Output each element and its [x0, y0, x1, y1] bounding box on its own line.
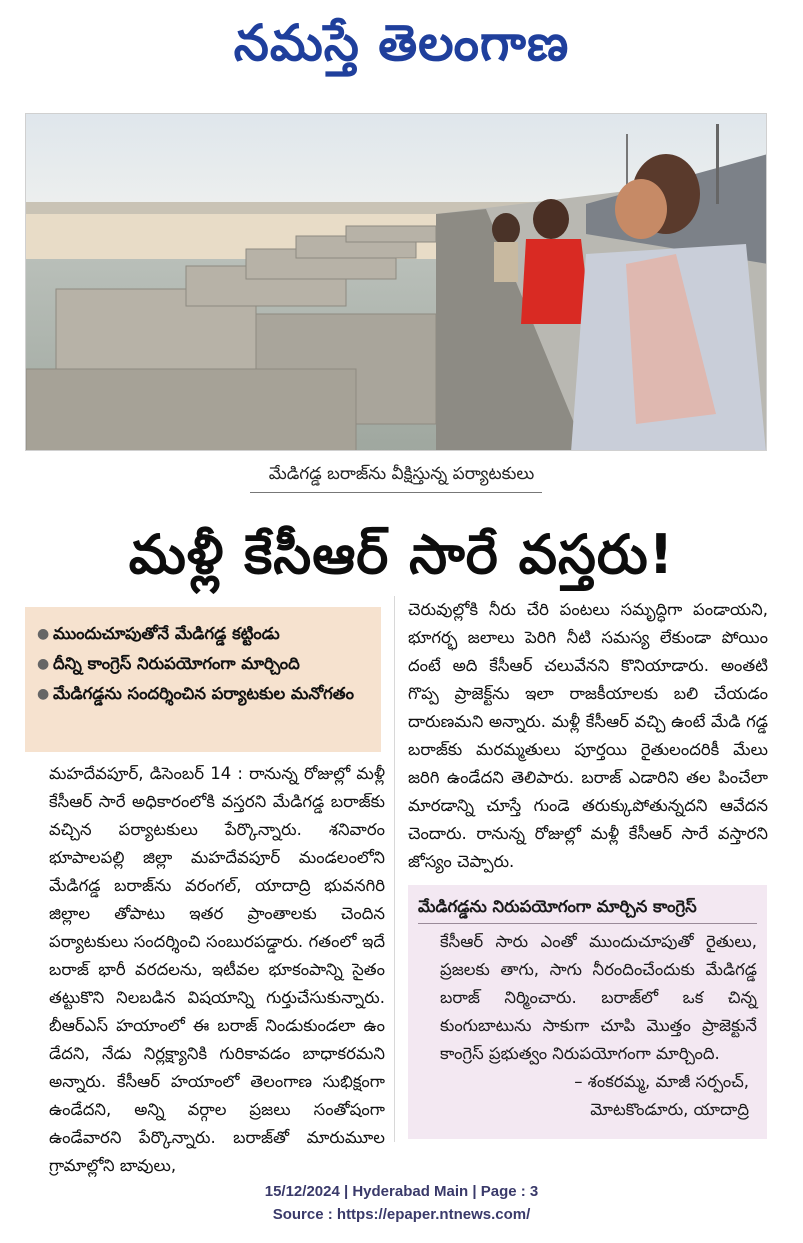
article-body-left: మహదేవపూర్‌, డిసెంబర్‌ 14 : రానున్న రోజుల్లో మళ్లీ కేసీఆర్‌ సారే అధికారంలోకి వస్తరని మేడిగడ్డ బరాజ్‌కు వచ్చిన పర్యాటకులు పేర్కొన్నారు. శనివారం భూపాలపల్లి జిల్లా మహదేవపూర్‌ మండలంలోని మేడిగడ్డ బరాజ్‌ను వరంగల్‌, యాదాద్రి భువనగిరి జిల్లాల తోపాటు ఇతర ప్రాంతాలకు చెందిన పర్యాటకులు సందర్శించి సంబురపడ్డారు. గతంలో ఇదే బరాజ్‌ భారీ వరదలను, ఇటీవల భూకంపాన్ని సైతం తట్టుకొని నిలబడిన విషయాన్ని గుర్తుచేసుకున్నారు. బీఆర్‌ఎస్‌ హయాంలో ఈ బరాజ్‌ నిండుకుండలా ఉం డేదని, నేడు నిర్లక్ష్యానికి గురికావడం బాధాకరమని అన్నారు. కేసీఆర్‌ హయాంలో తెలంగాణ సుభిక్షంగా ఉండేదని, అన్ని వర్గాల ప్రజలు సంతోషంగా ఉండేవారని పేర్కొన్నారు. బరాజ్‌తో మారుమూల గ్రామాల్లోని బావులు,	[49, 764, 385, 1175]
highlight-text: మేడిగడ్డను సందర్శించిన పర్యాటకుల మనోగతం	[53, 684, 355, 703]
highlights-box	[25, 607, 381, 752]
newspaper-masthead: నమస్తే తెలంగాణ	[233, 14, 570, 72]
page-footer	[0, 1180, 803, 1226]
quote-author-line2: మోటకొండూరు, యాదాద్రి	[590, 1100, 749, 1119]
bullet-icon: ●	[37, 656, 50, 672]
caption-divider	[250, 492, 542, 493]
quote-body	[418, 928, 757, 1068]
article-body-right: చెరువుల్లోకి నీరు చేరి పంటలు సమృద్ధిగా పండాయని, భూగర్భ జలాలు పెరిగి నీటి సమస్య లేకుండా పోయిం దంటే అది కేసీఆర్‌ చలువేనని కొనియాడారు. అంతటి గొప్ప ప్రాజెక్ట్‌ను ఇలా రాజకీయాలకు బలి చేయడం దారుణమని అన్నారు. మళ్లీ కేసీఆర్‌ వచ్చి ఉంటే మేడి గడ్డ బరాజ్‌కు మరమ్మతులు పూర్తయి రైతులందరికీ మేలు జరిగి ఉండేదని తెలిపారు. బరాజ్‌ ఎడారిని తల పించేలా మారడాన్ని చూస్తే గుండె తరుక్కుపోతున్నదని ఆవేదన చెందారు. రానున్న రోజుల్లో మళ్లీ కేసీఆర్‌ సారే వస్తారని జోస్యం చెప్పారు.	[408, 600, 768, 871]
footer-source-link[interactable]: Source : https://epaper.ntnews.com/	[272, 1206, 531, 1223]
highlight-text: ముందుచూపుతోనే మేడిగడ్డ కట్టిండు	[53, 624, 280, 643]
highlight-text: దీన్ని కాంగ్రెస్‌ నిరుపయోగంగా మార్చింది	[53, 654, 300, 673]
bullet-icon: ●	[37, 686, 50, 702]
footer-date-edition: 15/12/2024 | Hyderabad Main | Page : 3	[264, 1183, 539, 1200]
bullet-icon: ●	[37, 626, 50, 642]
quote-box	[408, 885, 767, 1139]
quote-text: కేసీఆర్‌ సారు ఎంతో ముందుచూపుతో రైతులు, ప్రజలకు తాగు, సాగు నీరందించేందుకు మేడిగడ్డ బరాజ్‌ నిర్మించారు. బరాజ్‌లో ఒక చిన్న కుంగుబాటును సాకుగా చూపి మొత్తం ప్రాజెక్టునే కాంగ్రెస్‌ ప్రభుత్వం నిరుపయోగంగా మార్చింది.	[440, 932, 757, 1063]
highlight-item	[37, 619, 371, 649]
highlight-item	[37, 649, 371, 679]
article-headline: మళ్లీ కేసీఆర్‌ సారే వస్తరు!	[128, 523, 675, 586]
article-column-left	[25, 760, 385, 1180]
barrage-photo	[25, 113, 767, 451]
quote-author-line1: – శంకరమ్మ, మాజీ సర్పంచ్‌,	[574, 1072, 749, 1091]
article-column-right	[408, 596, 768, 876]
barrage-photo-illustration	[26, 114, 767, 451]
photo-caption: మేడిగడ్డ బరాజ్‌ను వీక్షిస్తున్న పర్యాటకులు	[268, 464, 535, 484]
column-divider	[394, 596, 395, 1142]
highlight-item	[37, 679, 371, 709]
quote-title: మేడిగడ్డను నిరుపయోగంగా మార్చిన కాంగ్రెస్‌	[418, 893, 757, 924]
